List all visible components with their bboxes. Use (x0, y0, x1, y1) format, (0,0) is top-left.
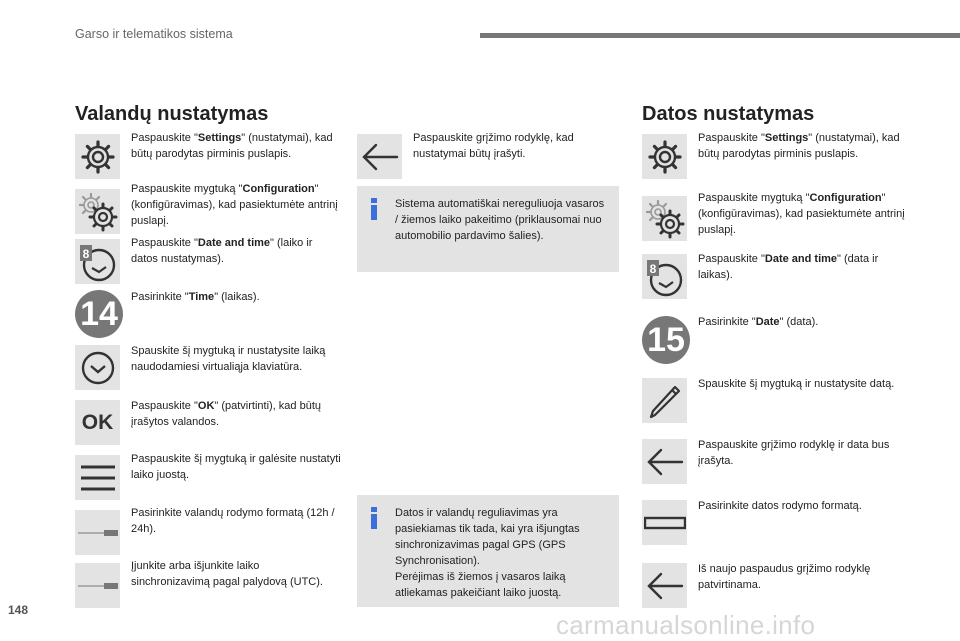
step-number: 14 (80, 294, 118, 333)
step-text: Pasirinkite "Date" (data). (698, 316, 819, 328)
gear-icon (642, 134, 687, 179)
gear-icon (75, 134, 120, 179)
info-note (357, 186, 619, 272)
step-text: Įjunkite arba išjunkite laiko sinchronizavimą pagal palydovą (UTC). (131, 560, 323, 588)
back-arrow-icon (642, 563, 687, 608)
info-note-text: Sistema automatiškai nereguliuoja vasaros / žiemos laiko pakeitimo (priklausomai nuo automobilio pardavimo šalies). (395, 198, 605, 242)
info-icon (370, 198, 378, 220)
step-text: Pasirinkite valandų rodymo formatą (12h / 24h). (131, 507, 335, 535)
double-gear-icon (75, 189, 120, 234)
chevron-down-icon (75, 345, 120, 390)
step-text: Paspauskite "Settings" (nustatymai), kad būtų parodytas pirminis puslapis. (131, 132, 333, 160)
step-text: Paspauskite šį mygtuką ir galėsite nustatyti laiko juostą. (131, 453, 341, 481)
section-heading-date: Datos nustatymas (642, 103, 815, 125)
step-text: Paspauskite "Date and time" (laiko ir datos nustatymas). (131, 237, 313, 265)
clock-icon-digit: 8 (649, 261, 656, 276)
step-text: Paspauskite mygtuką "Configuration" (konfigūravimas), kad pasiektumėte antrinį puslapį. (698, 192, 905, 236)
step-text: Pasirinkite "Time" (laikas). (131, 291, 260, 303)
info-note-text: Datos ir valandų reguliavimas yra pasiekiamas tik tada, kai yra išjungtas sinchronizavimas pagal GPS (GPS Synchronisation). Perėjimas iš žiemos į vasaros laiką atliekamas pakeičiant laiko juostą. (395, 507, 580, 599)
step-text: Paspauskite "Date and time" (data ir laikas). (698, 253, 879, 281)
clock-icon (75, 239, 120, 284)
step-text: Iš naujo paspaudus grįžimo rodyklę patvirtinama. (698, 563, 871, 591)
page-number: 148 (8, 603, 29, 617)
page-header-title: Garso ir telematikos sistema (75, 27, 233, 41)
step-text: Paspauskite grįžimo rodyklę ir data bus įrašyta. (698, 439, 890, 467)
section-heading-time: Valandų nustatymas (75, 103, 269, 125)
ok-icon (75, 400, 120, 445)
double-gear-icon (642, 196, 687, 241)
format-bar-icon (642, 500, 687, 545)
step-text: Spauskite šį mygtuką ir nustatysite datą. (698, 378, 895, 390)
header-bar (480, 33, 960, 38)
toggle-icon (75, 510, 120, 555)
back-instruction: Paspauskite grįžimo rodyklę, kad nustatymai būtų įrašyti. (413, 132, 574, 160)
info-icon (370, 507, 378, 529)
back-arrow-icon (357, 134, 402, 179)
toggle-icon (75, 563, 120, 608)
back-arrow-icon (642, 439, 687, 484)
step-text: Paspauskite "OK" (patvirtinti), kad būtų įrašytos valandos. (131, 400, 322, 428)
clock-icon-digit: 8 (82, 246, 89, 261)
watermark: carmanualsonline.info (556, 610, 816, 640)
clock-icon (642, 254, 687, 299)
step-text: Spauskite šį mygtuką ir nustatysite laiką naudodamiesi virtualiąja klaviatūra. (131, 345, 326, 373)
pencil-icon (642, 378, 687, 423)
step-text: Paspauskite mygtuką "Configuration" (konfigūravimas), kad pasiektumėte antrinį puslapį. (131, 183, 338, 227)
step-text: Paspauskite "Settings" (nustatymai), kad būtų parodytas pirminis puslapis. (698, 132, 900, 160)
menu-icon (75, 455, 120, 500)
step-number: 15 (647, 320, 685, 359)
step-text: Pasirinkite datos rodymo formatą. (698, 500, 862, 512)
step-number-badge (75, 290, 123, 338)
ok-label: OK (81, 410, 114, 434)
step-number-badge (642, 316, 690, 364)
info-note (357, 495, 619, 607)
